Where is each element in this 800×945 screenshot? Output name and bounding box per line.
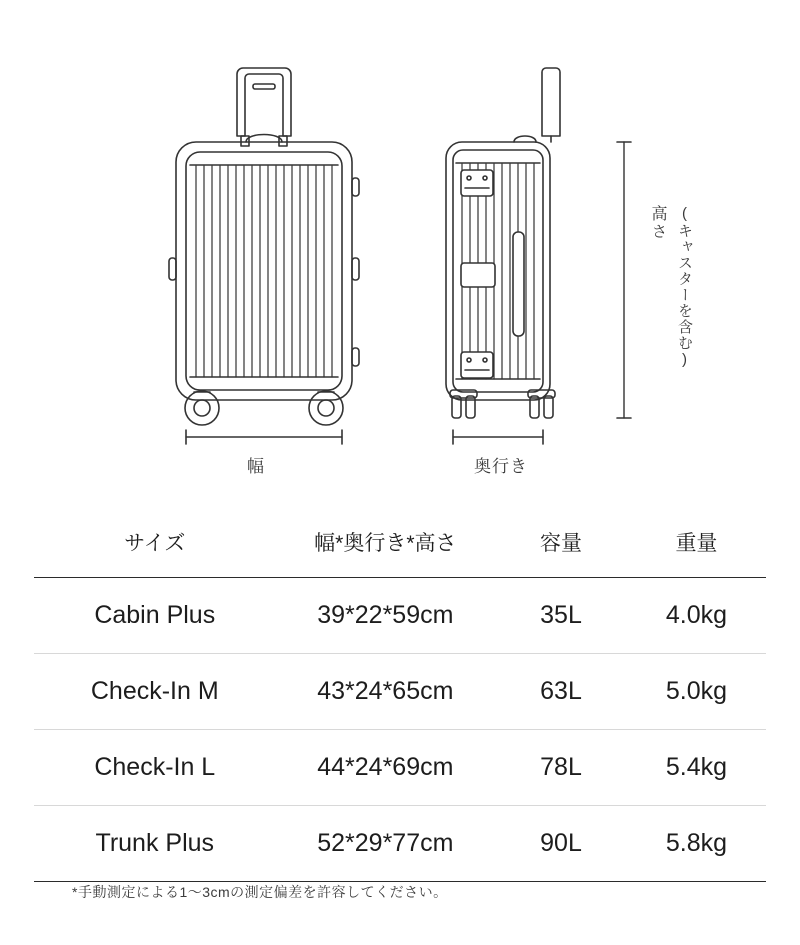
cell-size: Check-In L (34, 730, 276, 806)
front-view-suitcase (169, 68, 359, 444)
cell-capacity: 78L (495, 730, 627, 806)
cell-size: Cabin Plus (34, 578, 276, 654)
cell-weight: 4.0kg (627, 578, 766, 654)
measurement-footnote: *手動測定による1〜3cmの測定偏差を許容してください。 (72, 884, 448, 900)
depth-dimension-label: 奥行き (474, 457, 528, 476)
side-view-suitcase (446, 68, 560, 444)
height-dimension-line (617, 142, 631, 418)
header-dimensions: 幅*奥行き*高さ (314, 532, 457, 555)
cell-capacity: 35L (495, 578, 627, 654)
table-row (34, 654, 766, 730)
cell-dimensions: 43*24*65cm (276, 654, 496, 730)
header-weight: 重量 (675, 532, 718, 555)
table-row (34, 578, 766, 654)
cell-capacity: 63L (495, 654, 627, 730)
cell-dimensions: 52*29*77cm (276, 806, 496, 882)
table-header-row (34, 515, 766, 578)
height-dimension-label: 高さ (649, 205, 666, 241)
header-size: サイズ (124, 532, 186, 555)
cell-size: Trunk Plus (34, 806, 276, 882)
table-row (34, 806, 766, 882)
width-dimension-label: 幅 (247, 457, 265, 476)
cell-capacity: 90L (495, 806, 627, 882)
cell-size: Check-In M (34, 654, 276, 730)
specification-table (34, 515, 766, 882)
cell-weight: 5.0kg (627, 654, 766, 730)
cell-weight: 5.8kg (627, 806, 766, 882)
cell-dimensions: 44*24*69cm (276, 730, 496, 806)
table-row (34, 730, 766, 806)
header-capacity: 容量 (540, 532, 583, 555)
height-dimension-sublabel: (キャスターを含む) (676, 205, 693, 369)
cell-dimensions: 39*22*59cm (276, 578, 496, 654)
cell-weight: 5.4kg (627, 730, 766, 806)
